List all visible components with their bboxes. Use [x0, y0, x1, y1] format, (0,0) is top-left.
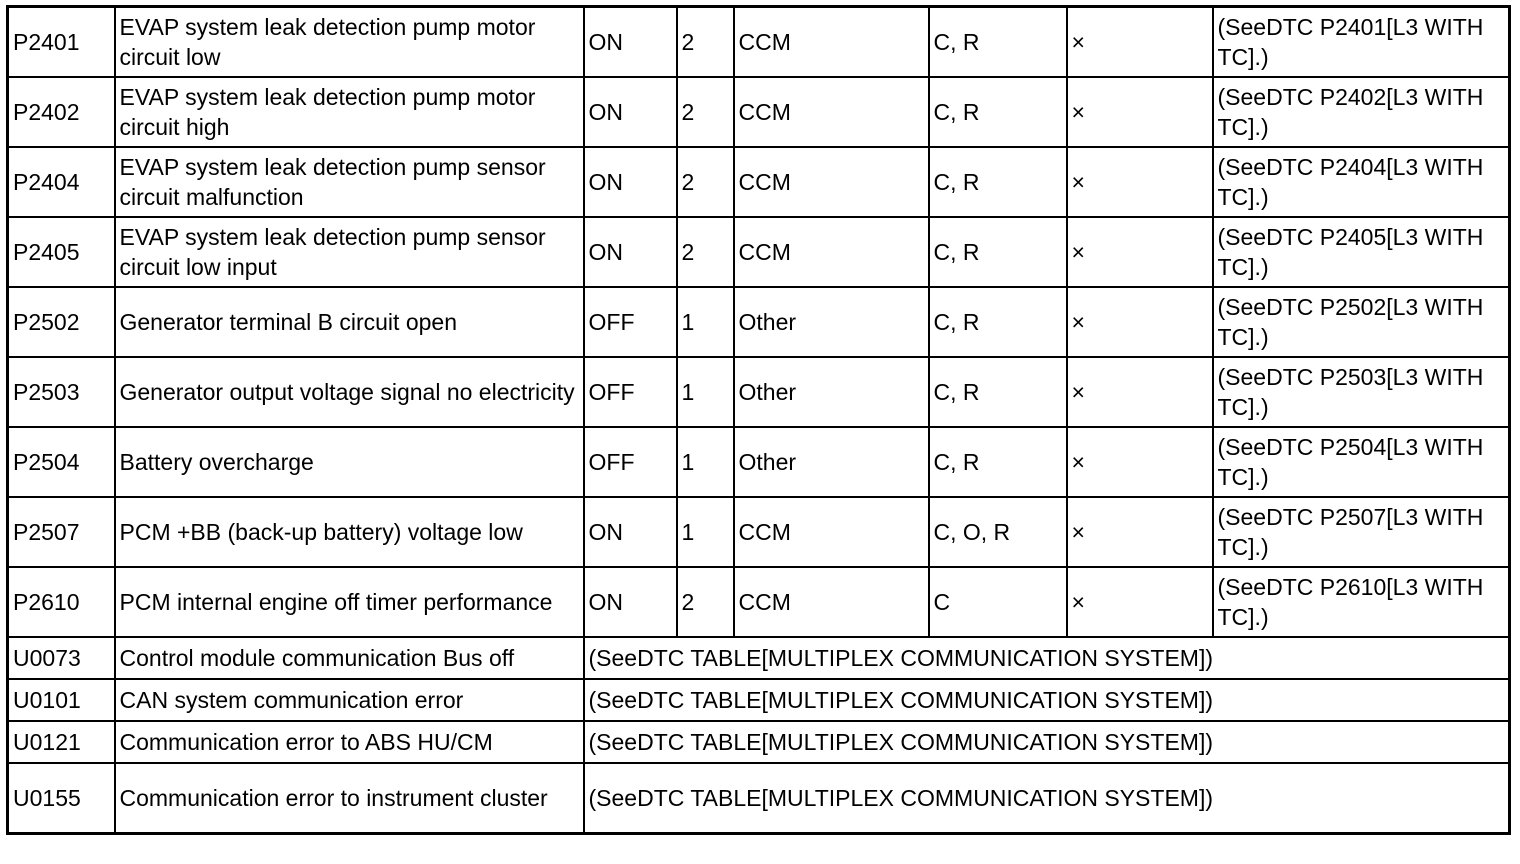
mil-status: ON [584, 147, 677, 217]
not-applicable-mark: × [1067, 567, 1213, 637]
monitor-item: CCM [734, 77, 929, 147]
mil-status: ON [584, 497, 677, 567]
trip-count: 2 [677, 567, 734, 637]
monitor-item: CCM [734, 497, 929, 567]
trip-count: 1 [677, 427, 734, 497]
trip-count: 2 [677, 147, 734, 217]
dtc-description: Control module communication Bus off [115, 637, 584, 679]
dtc-description: EVAP system leak detection pump sensor circuit malfunction [115, 147, 584, 217]
trip-count: 2 [677, 7, 734, 78]
dtc-code: P2402 [8, 77, 115, 147]
drive-mode: C, R [929, 217, 1067, 287]
not-applicable-mark: × [1067, 427, 1213, 497]
page-reference: (SeeDTC TABLE[MULTIPLEX COMMUNICATION SYSTEM]) [584, 763, 1510, 834]
table-row [8, 357, 1510, 427]
dtc-code: U0155 [8, 763, 115, 834]
table-row [8, 567, 1510, 637]
table-row [8, 217, 1510, 287]
dtc-description: EVAP system leak detection pump motor circuit high [115, 77, 584, 147]
drive-mode: C, R [929, 77, 1067, 147]
table-row [8, 763, 1510, 834]
page-reference: (SeeDTC P2507[L3 WITH TC].) [1213, 497, 1510, 567]
table-row [8, 287, 1510, 357]
table-row [8, 7, 1510, 78]
mil-status: OFF [584, 357, 677, 427]
table-row [8, 497, 1510, 567]
page-reference: (SeeDTC P2404[L3 WITH TC].) [1213, 147, 1510, 217]
not-applicable-mark: × [1067, 287, 1213, 357]
dtc-code: P2502 [8, 287, 115, 357]
dtc-code: U0101 [8, 679, 115, 721]
not-applicable-mark: × [1067, 217, 1213, 287]
dtc-description: Communication error to instrument cluster [115, 763, 584, 834]
monitor-item: CCM [734, 7, 929, 78]
trip-count: 2 [677, 217, 734, 287]
dtc-code: P2610 [8, 567, 115, 637]
drive-mode: C, R [929, 147, 1067, 217]
not-applicable-mark: × [1067, 147, 1213, 217]
page-reference: (SeeDTC P2503[L3 WITH TC].) [1213, 357, 1510, 427]
dtc-code: P2404 [8, 147, 115, 217]
not-applicable-mark: × [1067, 7, 1213, 78]
mil-status: OFF [584, 427, 677, 497]
page-reference: (SeeDTC TABLE[MULTIPLEX COMMUNICATION SYSTEM]) [584, 721, 1510, 763]
dtc-description: PCM internal engine off timer performance [115, 567, 584, 637]
dtc-description: EVAP system leak detection pump sensor circuit low input [115, 217, 584, 287]
monitor-item: Other [734, 287, 929, 357]
page-reference: (SeeDTC P2610[L3 WITH TC].) [1213, 567, 1510, 637]
page-reference: (SeeDTC TABLE[MULTIPLEX COMMUNICATION SYSTEM]) [584, 679, 1510, 721]
trip-count: 2 [677, 77, 734, 147]
table-row [8, 679, 1510, 721]
trip-count: 1 [677, 497, 734, 567]
drive-mode: C, R [929, 287, 1067, 357]
dtc-code: P2503 [8, 357, 115, 427]
monitor-item: CCM [734, 567, 929, 637]
mil-status: ON [584, 77, 677, 147]
dtc-code: P2401 [8, 7, 115, 78]
page-reference: (SeeDTC TABLE[MULTIPLEX COMMUNICATION SYSTEM]) [584, 637, 1510, 679]
table-row [8, 147, 1510, 217]
monitor-item: CCM [734, 217, 929, 287]
dtc-description: Generator output voltage signal no electricity [115, 357, 584, 427]
drive-mode: C, O, R [929, 497, 1067, 567]
dtc-code: P2507 [8, 497, 115, 567]
page-reference: (SeeDTC P2504[L3 WITH TC].) [1213, 427, 1510, 497]
table-row [8, 721, 1510, 763]
dtc-description: PCM +BB (back-up battery) voltage low [115, 497, 584, 567]
dtc-description: Communication error to ABS HU/CM [115, 721, 584, 763]
monitor-item: CCM [734, 147, 929, 217]
mil-status: ON [584, 567, 677, 637]
mil-status: ON [584, 7, 677, 78]
trip-count: 1 [677, 287, 734, 357]
dtc-code: U0121 [8, 721, 115, 763]
trip-count: 1 [677, 357, 734, 427]
dtc-table [6, 5, 1511, 835]
page-reference: (SeeDTC P2502[L3 WITH TC].) [1213, 287, 1510, 357]
table-row [8, 77, 1510, 147]
dtc-code: P2504 [8, 427, 115, 497]
page-reference: (SeeDTC P2401[L3 WITH TC].) [1213, 7, 1510, 78]
drive-mode: C, R [929, 427, 1067, 497]
not-applicable-mark: × [1067, 357, 1213, 427]
page-reference: (SeeDTC P2405[L3 WITH TC].) [1213, 217, 1510, 287]
drive-mode: C, R [929, 7, 1067, 78]
not-applicable-mark: × [1067, 497, 1213, 567]
page-reference: (SeeDTC P2402[L3 WITH TC].) [1213, 77, 1510, 147]
dtc-code: U0073 [8, 637, 115, 679]
dtc-table-container [6, 5, 1511, 835]
dtc-description: Battery overcharge [115, 427, 584, 497]
monitor-item: Other [734, 357, 929, 427]
dtc-description: EVAP system leak detection pump motor circuit low [115, 7, 584, 78]
monitor-item: Other [734, 427, 929, 497]
mil-status: OFF [584, 287, 677, 357]
not-applicable-mark: × [1067, 77, 1213, 147]
table-row [8, 637, 1510, 679]
dtc-description: CAN system communication error [115, 679, 584, 721]
dtc-description: Generator terminal B circuit open [115, 287, 584, 357]
drive-mode: C [929, 567, 1067, 637]
mil-status: ON [584, 217, 677, 287]
table-row [8, 427, 1510, 497]
dtc-code: P2405 [8, 217, 115, 287]
drive-mode: C, R [929, 357, 1067, 427]
